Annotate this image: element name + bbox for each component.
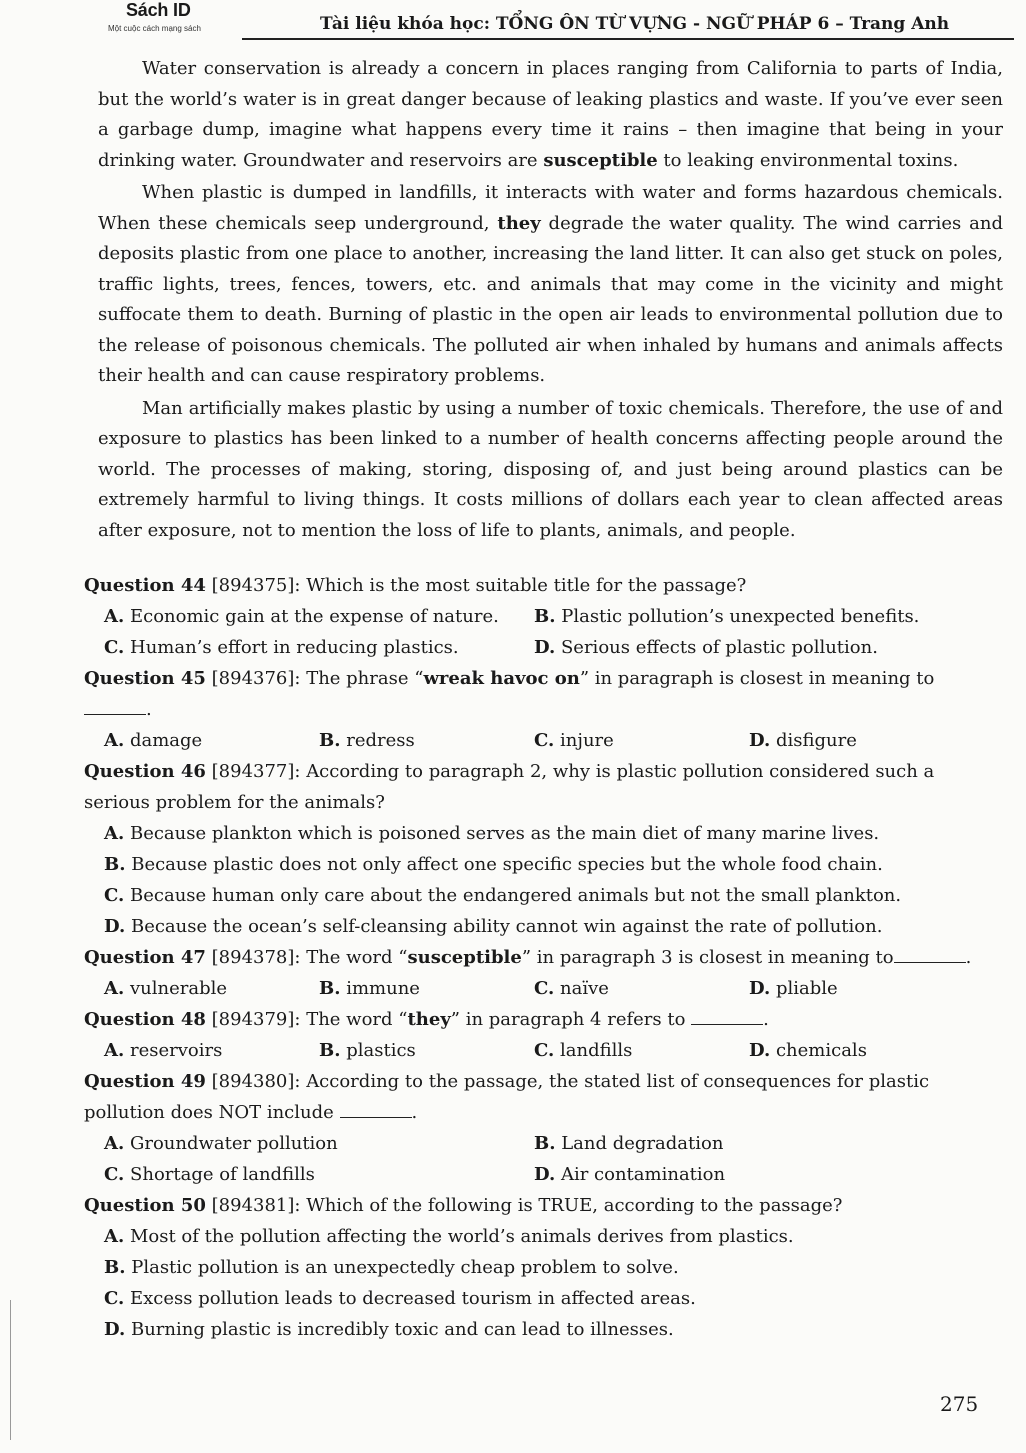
question-label: Question 44 — [84, 575, 206, 596]
option-d[interactable]: D. chemicals — [749, 1040, 867, 1061]
option-a[interactable]: A. Because plankton which is poisoned serves as the main diet of many marine lives. — [104, 823, 880, 844]
question-46-options — [104, 818, 1004, 942]
paragraph-1: Water conservation is already a concern in places ranging from California to parts of India, but the world’s water is in great danger because of leaking plastics and waste. If you’ve ever seen a garbage dump, imagine what happens every time it rains – then imagine that being in your drinking water. Groundwater and reservoirs are susceptible to leaking environmental toxins. — [98, 58, 1003, 171]
question-label: Question 47 — [84, 947, 206, 968]
option-d[interactable]: D. Because the ocean’s self-cleansing ability cannot win against the rate of pollution. — [104, 916, 883, 937]
option-d[interactable]: D. pliable — [749, 978, 838, 999]
page-header — [92, 0, 1012, 48]
option-b[interactable]: B. redress — [319, 730, 415, 751]
option-b[interactable]: B. Land degradation — [534, 1133, 724, 1154]
answer-blank — [691, 1006, 763, 1025]
paragraph-2: When plastic is dumped in landfills, it interacts with water and forms hazardous chemicals. When these chemicals seep underground, they degrade the water quality. The wind carries and deposits plastic from one place to another, increasing the land litter. It can also get stuck on poles, traffic lights, trees, fences, towers, etc. and animals that may come in the vicinity and might suffocate them to death. Burning of plastic in the open air leads to environmental pollution due to the release of poisonous chemicals. The polluted air when inhaled by humans and animals affects their health and can cause respiratory problems. — [98, 182, 1003, 386]
option-b[interactable]: B. Plastic pollution’s unexpected benefits. — [534, 606, 920, 627]
option-c[interactable]: C. naïve — [534, 978, 609, 999]
option-a[interactable]: A. Economic gain at the expense of nature. — [104, 606, 499, 627]
question-label: Question 48 — [84, 1009, 206, 1030]
question-50 — [84, 1190, 1004, 1221]
question-45-blank-line: . — [84, 694, 1004, 725]
option-c[interactable]: C. injure — [534, 730, 614, 751]
option-a[interactable]: A. vulnerable — [104, 978, 227, 999]
option-b[interactable]: B. Because plastic does not only affect one specific species but the whole food chain. — [104, 854, 883, 875]
header-divider — [242, 38, 1014, 40]
question-text: [894381]: Which of the following is TRUE, according to the passage? — [205, 1195, 843, 1216]
option-d[interactable]: D. Air contamination — [534, 1164, 726, 1185]
option-d[interactable]: D. Burning plastic is incredibly toxic and can lead to illnesses. — [104, 1319, 674, 1340]
option-b[interactable]: B. plastics — [319, 1040, 416, 1061]
question-label: Question 46 — [84, 761, 206, 782]
option-a[interactable]: A. reservoirs — [104, 1040, 223, 1061]
paragraph-3: Man artificially makes plastic by using a number of toxic chemicals. Therefore, the use of and exposure to plastics has been linked to a number of health concerns affecting people around the world. The processes of making, storing, disposing of, and just being around plastics can be extremely harmful to living things. It costs millions of dollars each year to clean affected areas after exposure, not to mention the loss of life to plants, animals, and people. — [98, 397, 1003, 541]
option-c[interactable]: C. Shortage of landfills — [104, 1164, 315, 1185]
answer-blank — [340, 1099, 412, 1118]
question-label: Question 49 — [84, 1071, 206, 1092]
option-d[interactable]: D. disfigure — [749, 730, 857, 751]
question-48-options — [104, 1035, 1004, 1066]
question-list — [84, 570, 1004, 1345]
option-d[interactable]: D. Serious effects of plastic pollution. — [534, 637, 878, 658]
course-title: Tài liệu khóa học: TỔNG ÔN TỪ VỰNG - NGỮ PHÁP 6 – Trang Anh — [320, 14, 950, 34]
question-49: Question 49 [894380]: According to the passage, the stated list of consequences for plastic pollution does NOT include . — [84, 1071, 930, 1123]
answer-blank — [894, 944, 966, 963]
scan-margin-line — [10, 1300, 11, 1440]
option-a[interactable]: A. Groundwater pollution — [104, 1133, 338, 1154]
option-c[interactable]: C. Excess pollution leads to decreased tourism in affected areas. — [104, 1288, 696, 1309]
page-number: 275 — [940, 1392, 979, 1416]
option-a[interactable]: A. damage — [104, 730, 203, 751]
question-48: Question 48 [894379]: The word “they” in paragraph 4 refers to . — [84, 1004, 1004, 1035]
option-b[interactable]: B. immune — [319, 978, 420, 999]
question-45-options — [104, 725, 1004, 756]
option-c[interactable]: C. landfills — [534, 1040, 633, 1061]
question-text: [894377]: According to paragraph 2, why is plastic pollution considered such a serious problem for the animals? — [84, 761, 935, 813]
question-49-options — [104, 1128, 1004, 1190]
option-b[interactable]: B. Plastic pollution is an unexpectedly cheap problem to solve. — [104, 1257, 679, 1278]
publisher-logo: Sách ID — [126, 0, 191, 20]
question-44 — [84, 570, 1004, 601]
question-47-options — [104, 973, 1004, 1004]
publisher-tagline: Một cuộc cách mạng sách — [108, 24, 201, 33]
question-50-options — [104, 1221, 1004, 1345]
question-label: Question 45 — [84, 668, 206, 689]
answer-blank — [84, 696, 146, 715]
question-45: Question 45 [894376]: The phrase “wreak havoc on” in paragraph is closest in meaning to — [84, 668, 935, 689]
option-c[interactable]: C. Because human only care about the endangered animals but not the small plankton. — [104, 885, 902, 906]
reading-passage — [98, 54, 1003, 546]
option-c[interactable]: C. Human’s effort in reducing plastics. — [104, 637, 459, 658]
question-44-options — [104, 601, 1004, 663]
question-label: Question 50 — [84, 1195, 206, 1216]
question-46 — [84, 756, 1004, 818]
question-47: Question 47 [894378]: The word “susceptible” in paragraph 3 is closest in meaning to . — [84, 942, 1004, 973]
option-a[interactable]: A. Most of the pollution affecting the world’s animals derives from plastics. — [104, 1226, 794, 1247]
question-text: [894375]: Which is the most suitable title for the passage? — [205, 575, 747, 596]
